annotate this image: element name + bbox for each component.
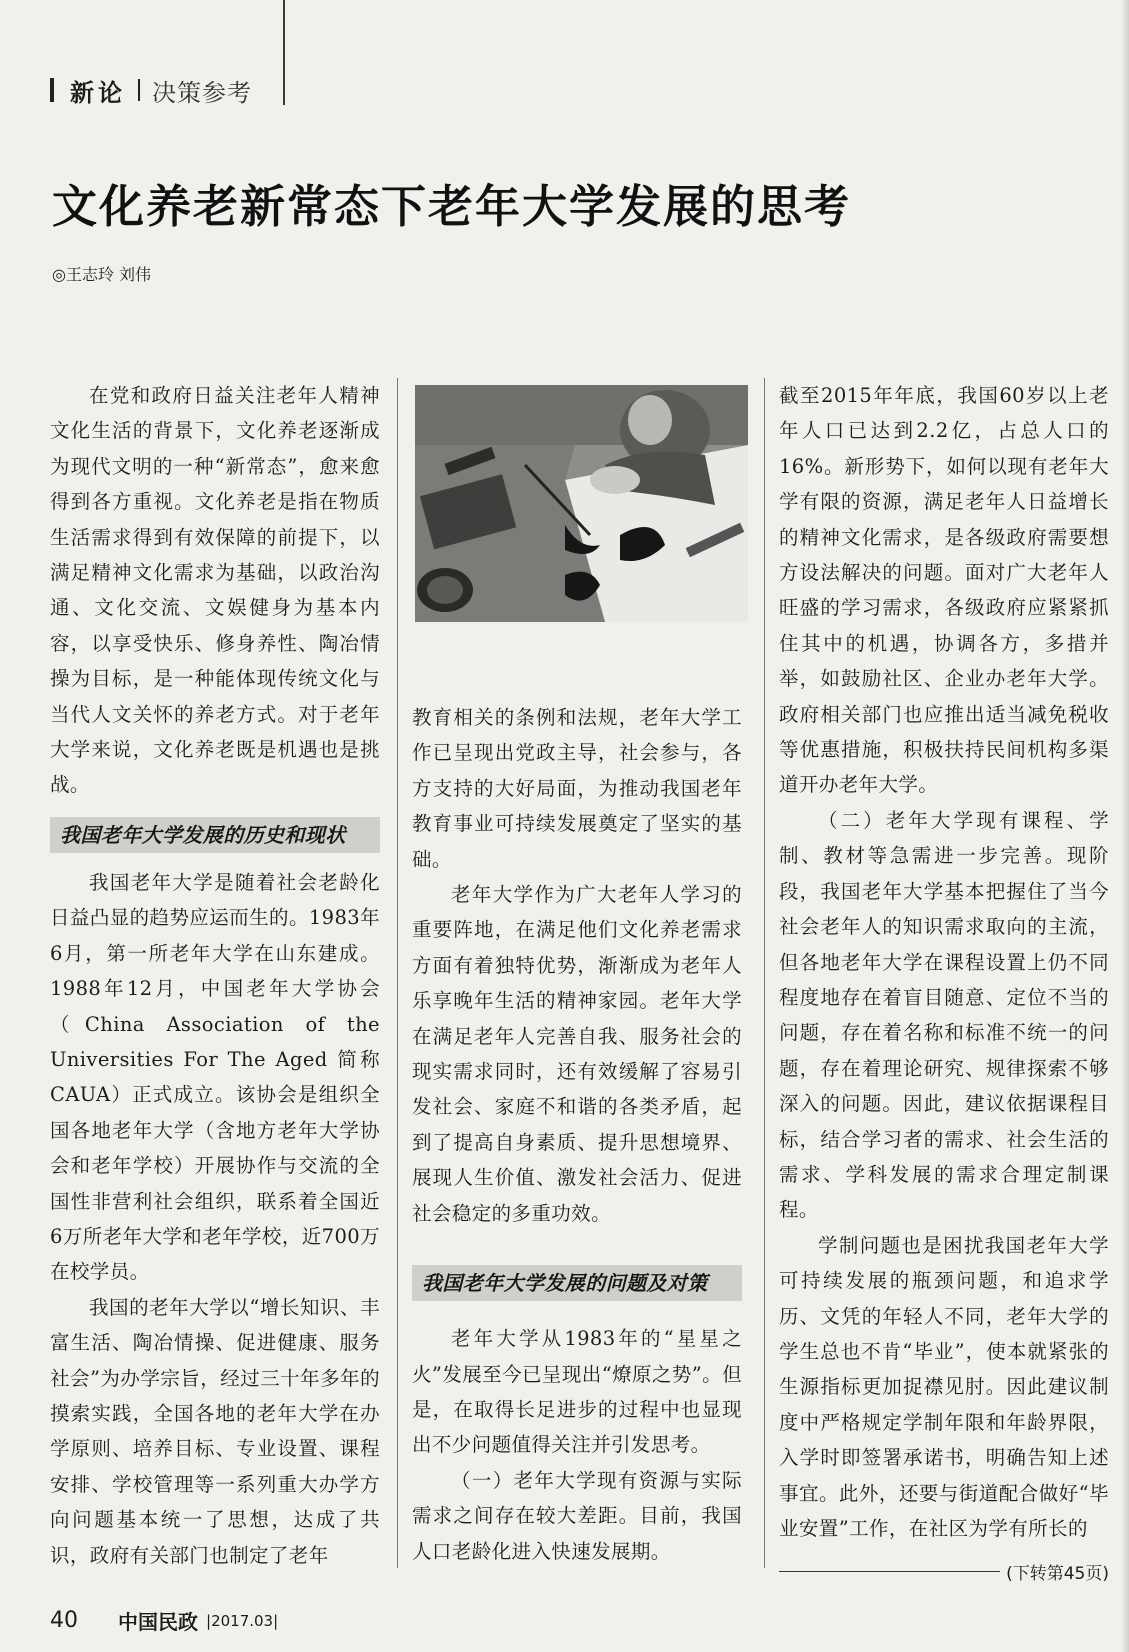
- column-3: [779, 378, 1109, 1546]
- paragraph: 截至2015年年底，我国60岁以上老年人口已达到2.2亿，占总人口的16%。新形势下，如何以现有老年大学有限的资源，满足老年人日益增长的精神文化需求，是各级政府需要想方设法解决的问题。面对广大老年人旺盛的学习需求，各级政府应紧紧抓住其中的机遇，协调各方，多措并举，如鼓励社区、企业办老年大学。政府相关部门也应推出适当减免税收等优惠措施，积极扶持民间机构多渠道开办老年大学。: [779, 384, 1109, 797]
- continued-rule: [779, 1571, 1000, 1572]
- section-heading: 我国老年大学发展的问题及对策: [412, 1265, 742, 1301]
- page-edge-shadow: [1121, 0, 1129, 1652]
- column-divider: [764, 378, 765, 1568]
- subsection-label: 决策参考: [152, 78, 252, 107]
- paragraph: 老年大学从1983年的“星星之火”发展至今已呈现出“燎原之势”。但是，在取得长足进步的过程中也显现出不少问题值得关注并引发思考。: [412, 1327, 742, 1457]
- magazine-name: 中国民政: [118, 1610, 198, 1634]
- paragraph: 我国老年大学是随着社会老龄化日益凸显的趋势应运而生的。1983年6月，第一所老年大学在山东建成。1988年12月，中国老年大学协会（China Association of the Universities For The Aged 简称CAUA）正式成立。该协会是组织全国各地老年大学（含地方老年大学协会和老年学校）开展协作与交流的全国性非营利社会组织，联系着全国近6万所老年大学和老年学校，近700万在校学员。: [50, 870, 380, 1284]
- issue-value: 2017.03: [211, 1611, 274, 1630]
- header-separator: [138, 79, 140, 101]
- article-authors: ◎王志玲 刘伟: [52, 265, 152, 284]
- section-label: 新论: [70, 78, 126, 107]
- page-footer: [50, 1606, 278, 1635]
- paragraph: 在党和政府日益关注老年人精神文化生活的背景下，文化养老逐渐成为现代文明的一种“新常态”，愈来愈得到各方重视。文化养老是指在物质生活需求得到有效保障的前提下，以满足精神文化需求为基础，以政治沟通、文化交流、文娱健身为基本内容，以享受快乐、修身养性、陶冶情操为目标，是一种能体现传统文化与当代人文关怀的养老方式。对于老年大学来说，文化养老既是机遇也是挑战。: [50, 384, 380, 797]
- header-bar: [50, 78, 54, 102]
- paragraph: 我国的老年大学以“增长知识、丰富生活、陶冶情操、促进健康、服务社会”为办学宗旨，经过三十年多年的摸索实践，全国各地的老年大学在办学原则、培养目标、专业设置、课程安排、学校管理等一系列重大办学方向问题基本统一了思想，达成了共识，政府有关部门也制定了老年: [50, 1295, 380, 1567]
- calligraphy-photo-icon: [415, 385, 748, 622]
- section-header: [50, 72, 252, 108]
- page-number: 40: [50, 1608, 78, 1633]
- column-divider: [397, 378, 398, 1568]
- column-2: [412, 700, 742, 1569]
- section-heading: 我国老年大学发展的历史和现状: [50, 817, 380, 853]
- paragraph: 老年大学作为广大老年人学习的重要阵地，在满足他们文化养老需求方面有着独特优势，渐渐成为老年人乐享晚年生活的精神家园。老年大学在满足老年人完善自我、服务社会的现实需求同时，还有效缓解了容易引发社会、家庭不和谐的各类矛盾，起到了提高自身素质、提升思想境界、展现人生价值、激发社会活力、促进社会稳定的多重功效。: [412, 883, 742, 1225]
- issue-number: |2017.03|: [206, 1611, 279, 1630]
- continued-note: [779, 1559, 1109, 1584]
- paragraph: （一）老年大学现有资源与实际需求之间存在较大差距。目前，我国人口老龄化进入快速发展期。: [412, 1468, 742, 1563]
- paragraph: 学制问题也是困扰我国老年大学可持续发展的瓶颈问题，和追求学历、文凭的年轻人不同，老年大学的学生总也不肯“毕业”，使本就紧张的生源指标更加捉襟见肘。因此建议制度中严格规定学制年限和年龄界限，入学时即签署承诺书，明确告知上述事宜。此外，还要与街道配合做好“毕业安置”工作，在社区为学有所长的: [779, 1233, 1109, 1540]
- top-divider: [283, 0, 285, 105]
- paragraph: （二）老年大学现有课程、学制、教材等急需进一步完善。现阶段，我国老年大学基本把握住了当今社会老年人的知识需求取向的主流，但各地老年大学在课程设置上仍不同程度地存在着盲目随意、定位不当的问题，存在着名称和标准不统一的问题，存在着理论研究、规律探索不够深入的问题。因此，建议依据课程目标，结合学习者的需求、社会生活的需求、学科发展的需求合理定制课程。: [779, 808, 1109, 1222]
- continued-label: (下转第45页): [1006, 1564, 1109, 1584]
- paragraph: 教育相关的条例和法规，老年大学工作已呈现出党政主导，社会参与，各方支持的大好局面，为推动我国老年教育事业可持续发展奠定了坚实的基础。: [412, 706, 742, 871]
- column-1: [50, 378, 380, 1573]
- article-title: 文化养老新常态下老年大学发展的思考: [52, 180, 852, 233]
